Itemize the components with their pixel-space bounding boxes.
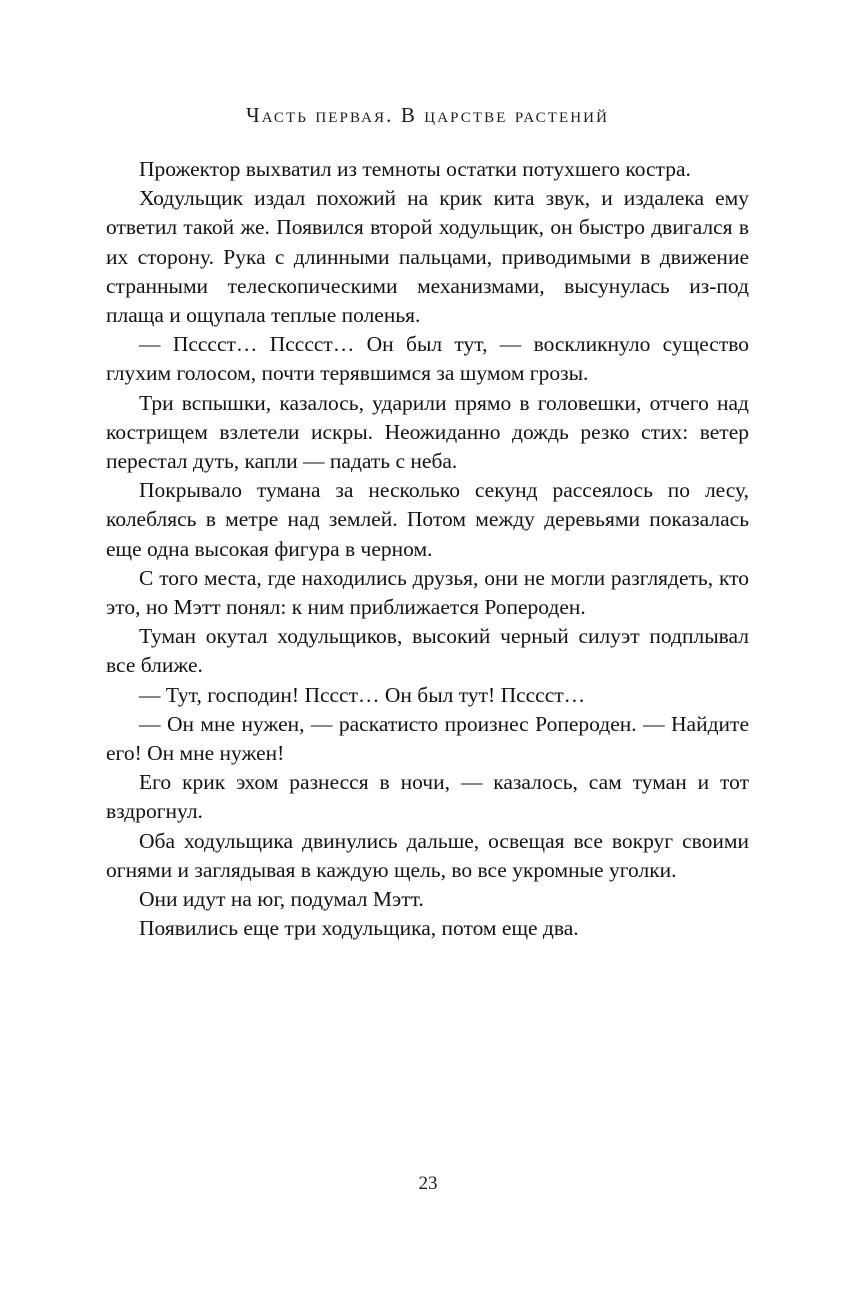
page-number: 23 — [418, 1173, 438, 1194]
paragraph: С того места, где находились друзья, они не могли разглядеть, кто это, но Мэтт понял: к ним приближается Ропероден. — [106, 565, 749, 620]
paragraph: Они идут на юг, подумал Мэтт. — [139, 887, 424, 912]
paragraph: Оба ходульщика двинулись дальше, освещая все вокруг своими огнями и заглядывая в каждую щель, во все укромные уголки. — [106, 828, 749, 882]
chapter-header: Часть первая. В царстве растений — [245, 103, 610, 127]
paragraph: Появились еще три ходульщика, потом еще два. — [139, 916, 579, 941]
paragraph: — Тут, господин! Пссст… Он был тут! Псссст… — [139, 682, 586, 707]
paragraph: Ходульщик издал похожий на крик кита звук, и издалека ему ответил такой же. Появился второй ходульщик, он быстро двигался в их сторону. Рука с длинными пальцами, приводимыми в движение странными телескопическими механизмами, высунулась из-под плаща и ощупала теплые поленья. — [106, 186, 749, 328]
paragraph: Три вспышки, казалось, ударили прямо в головешки, отчего над кострищем взлетели искры. Неожиданно дождь резко стих: ветер перестал дуть, капли — падать с неба. — [106, 390, 749, 474]
paragraph: Туман окутал ходульщиков, высокий черный силуэт подплывал все ближе. — [106, 624, 749, 678]
paragraph: Его крик эхом разнесся в ночи, — казалось, сам туман и тот вздрогнул. — [106, 770, 749, 824]
paragraph: Прожектор выхватил из темноты остатки потухшего костра. — [139, 157, 691, 181]
paragraph: — Псссст… Псссст… Он был тут, — воскликнуло существо глухим голосом, почти терявшимся за шумом грозы. — [106, 332, 749, 386]
paragraph: Покрывало тумана за несколько секунд рассеялось по лесу, колеблясь в метре над землей. Потом между деревьями показалась еще одна высокая фигура в черном. — [106, 478, 749, 561]
paragraph: — Он мне нужен, — раскатисто произнес Ропероден. — Найдите его! Он мне нужен! — [106, 711, 749, 766]
body-text — [106, 155, 749, 943]
